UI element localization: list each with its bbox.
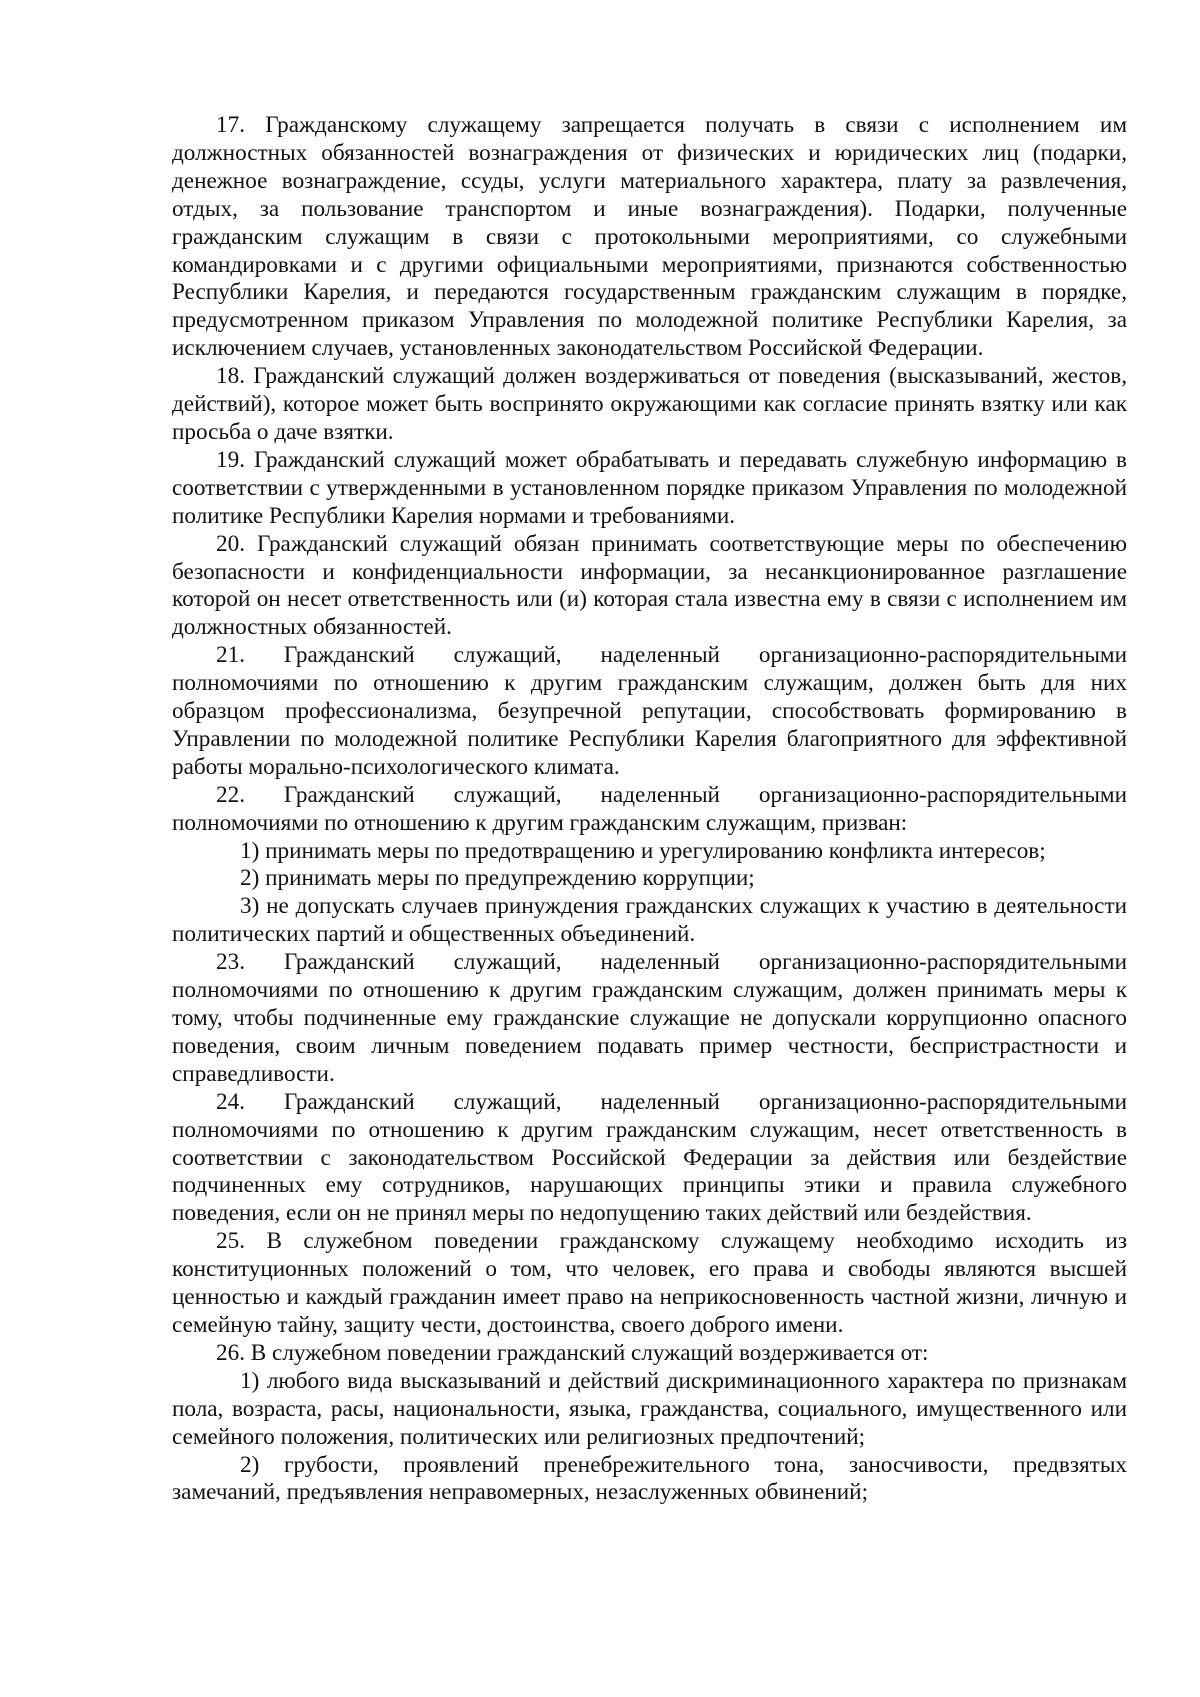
- document-body: [172, 112, 1127, 1507]
- paragraph-23: 23. Гражданский служащий, наделенный организационно-распорядительными полномочиями по отношению к другим гражданским служащим, должен принимать меры к тому, чтобы подчиненные ему гражданские служащие не допускали коррупционно опасного поведения, своим личным поведением подавать пример честности, беспристрастности и справедливости.: [172, 949, 1127, 1087]
- paragraph-25: 25. В служебном поведении гражданскому служащему необходимо исходить из конституционных положений о том, что человек, его права и свободы являются высшей ценностью и каждый гражданин имеет право на неприкосновенность частной жизни, личную и семейную тайну, защиту чести, достоинства, своего доброго имени.: [172, 1228, 1127, 1338]
- paragraph-24: 24. Гражданский служащий, наделенный организационно-распорядительными полномочиями по отношению к другим гражданским служащим, несет ответственность в соответствии с законодательством Российской Федерации за действия или бездействие подчиненных ему сотрудников, нарушающих принципы этики и правила служебного поведения, если он не принял меры по недопущению таких действий или бездействия.: [172, 1088, 1127, 1227]
- paragraph-17: 17. Гражданскому служащему запрещается получать в связи с исполнением им должностных обязанностей вознаграждения от физических и юридических лиц (подарки, денежное вознаграждение, ссуды, услуги материального характера, плату за развлечения, отдых, за пользование транспортом и иные вознаграждения). Подарки, полученные гражданским служащим в связи с протокольными мероприятиями, со служебными командировками и с другими официальными мероприятиями, признаются собственностью Республики Карелия, и передаются государственным гражданским служащим в порядке, предусмотренном приказом Управления по молодежной политике Республики Карелия, за исключением случаев, установленных законодательством Российской Федерации.: [172, 112, 1127, 362]
- paragraph-20: 20. Гражданский служащий обязан принимать соответствующие меры по обеспечению безопасности и конфиденциальности информации, за несанкционированное разглашение которой он несет ответственность или (и) которая стала известна ему в связи с исполнением им должностных обязанностей.: [172, 530, 1127, 641]
- list-item-22-3: 3) не допускать случаев принуждения гражданских служащих к участию в деятельности политических партий и общественных объединений.: [172, 893, 1127, 948]
- paragraph-21: 21. Гражданский служащий, наделенный организационно-распорядительными полномочиями по отношению к другим гражданским служащим, должен быть для них образцом профессионализма, безупречной репутации, способствовать формированию в Управлении по молодежной политике Республики Карелия благоприятного для эффективной работы морально-психологического климата.: [172, 642, 1127, 780]
- paragraph-18: 18. Гражданский служащий должен воздерживаться от поведения (высказываний, жестов, действий), которое может быть воспринято окружающими как согласие принять взятку или как просьба о даче взятки.: [172, 363, 1127, 445]
- list-item-26-1: 1) любого вида высказываний и действий дискриминационного характера по признакам пола, возраста, расы, национальности, языка, гражданства, социального, имущественного или семейного положения, политических или религиозных предпочтений;: [172, 1367, 1127, 1450]
- paragraph-22: 22. Гражданский служащий, наделенный организационно-распорядительными полномочиями по отношению к другим гражданским служащим, призван:: [172, 781, 1127, 836]
- list-item-22-2: 2) принимать меры по предупреждению коррупции;: [240, 865, 755, 892]
- paragraph-26: 26. В служебном поведении гражданский служащий воздерживается от:: [216, 1339, 929, 1366]
- list-item-26-2: 2) грубости, проявлений пренебрежительного тона, заносчивости, предвзятых замечаний, предъявления неправомерных, незаслуженных обвинений;: [172, 1451, 1127, 1506]
- list-item-22-1: 1) принимать меры по предотвращению и урегулированию конфликта интересов;: [240, 837, 1046, 864]
- paragraph-19: 19. Гражданский служащий может обрабатывать и передавать служебную информацию в соответствии с утвержденными в установленном порядке приказом Управления по молодежной политике Республики Карелия нормами и требованиями.: [172, 446, 1127, 529]
